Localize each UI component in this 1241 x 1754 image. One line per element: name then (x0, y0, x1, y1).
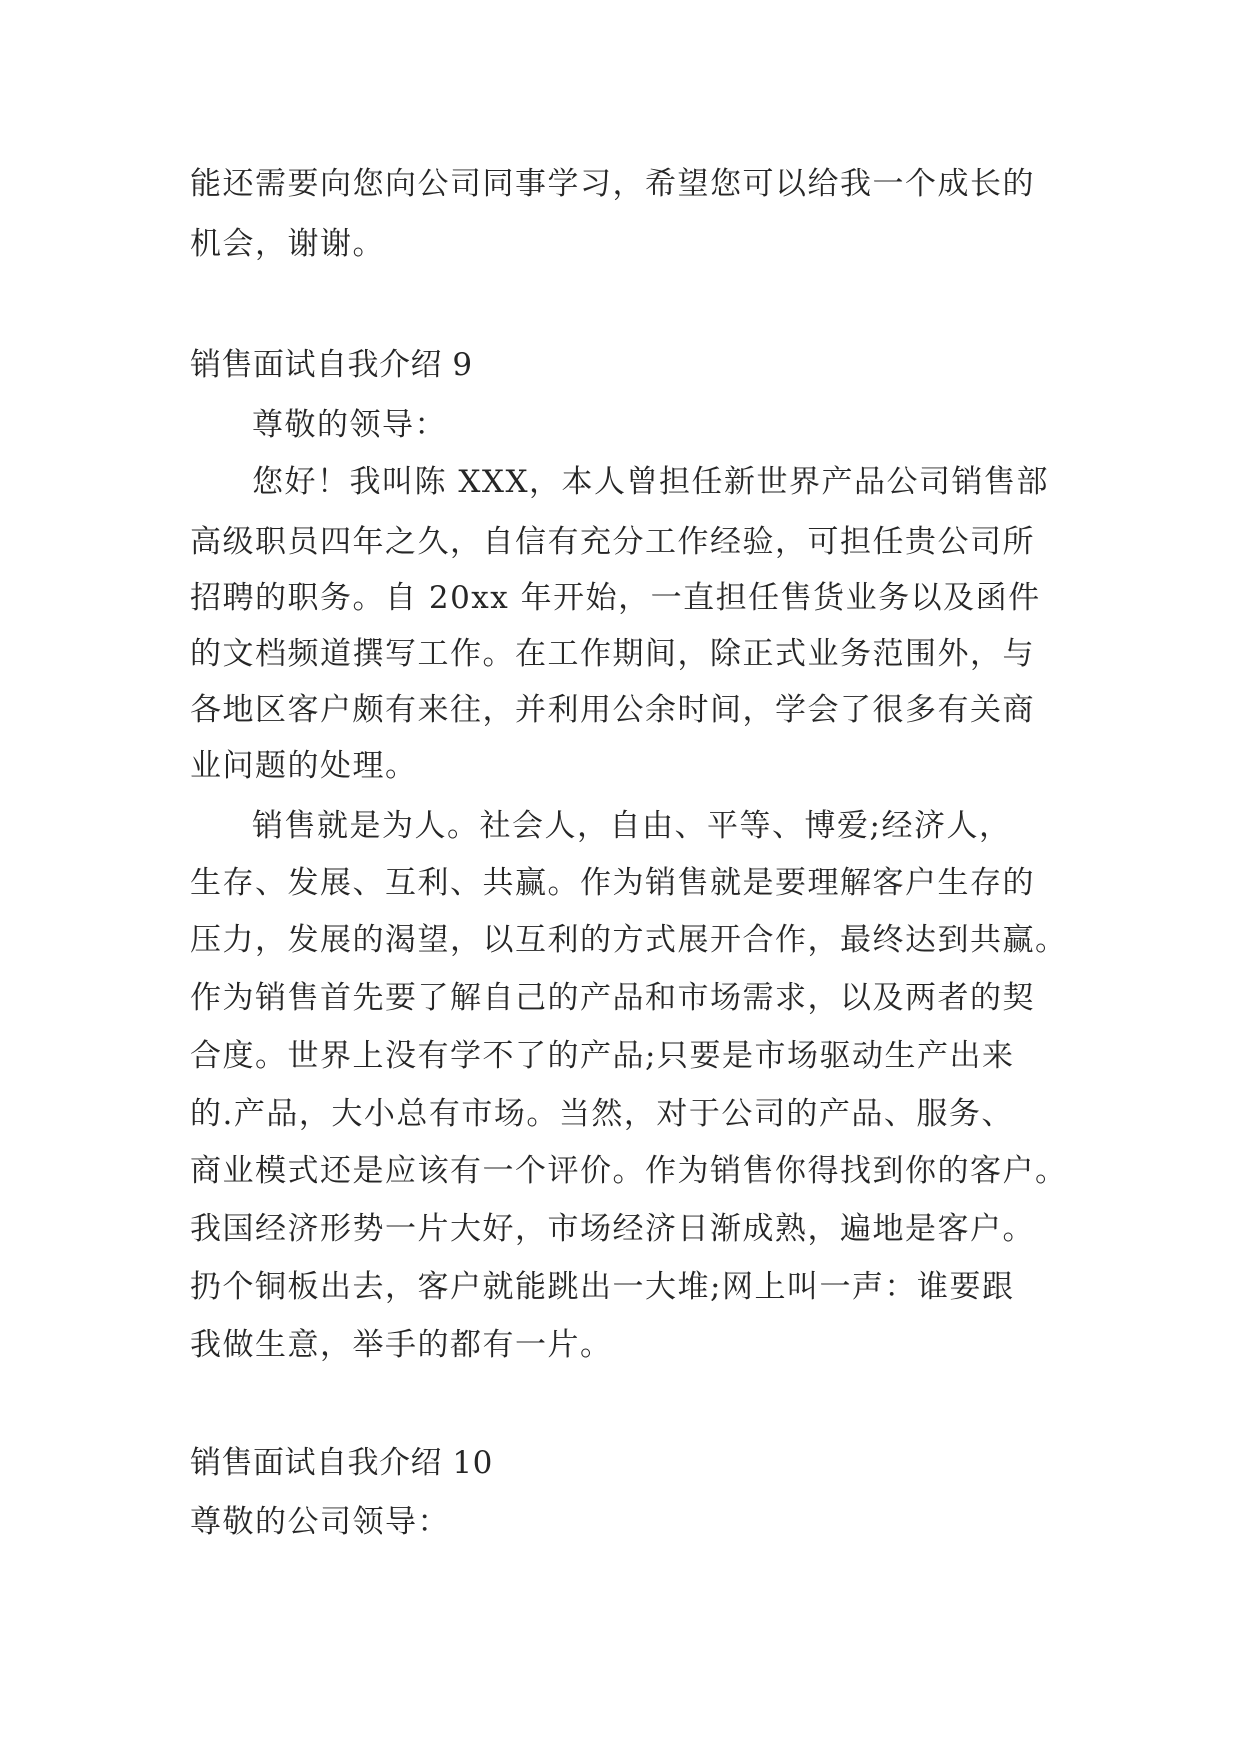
text-line: 我国经济形势一片大好，市场经济日渐成熟，遍地是客户。 (190, 1211, 1035, 1247)
text-line: 我做生意，举手的都有一片。 (190, 1327, 613, 1363)
text-line: 您好！我叫陈 XXX，本人曾担任新世界产品公司销售部 (252, 464, 1050, 500)
salutation: 尊敬的领导： (252, 407, 447, 443)
text-line: 高级职员四年之久，自信有充分工作经验，可担任贵公司所 (190, 524, 1035, 560)
text-line: 商业模式还是应该有一个评价。作为销售你得找到你的客户。 (190, 1153, 1068, 1189)
text-line: 业问题的处理。 (190, 748, 418, 784)
text-line: 的文档频道撰写工作。在工作期间，除正式业务范围外，与 (190, 636, 1035, 672)
salutation: 尊敬的公司领导： (190, 1504, 450, 1540)
text-line: 的.产品，大小总有市场。当然，对于公司的产品、服务、 (190, 1096, 1014, 1132)
text-line: 能还需要向您向公司同事学习，希望您可以给我一个成长的 (190, 166, 1035, 202)
text-line: 合度。世界上没有学不了的产品;只要是市场驱动生产出来 (190, 1038, 1015, 1074)
text-line: 招聘的职务。自 20xx 年开始，一直担任售货业务以及函件 (190, 580, 1041, 616)
text-line: 作为销售首先要了解自己的产品和市场需求，以及两者的契 (190, 980, 1035, 1016)
section-heading: 销售面试自我介绍 10 (190, 1445, 493, 1481)
text-line: 各地区客户颇有来往，并利用公余时间，学会了很多有关商 (190, 692, 1035, 728)
text-line: 压力，发展的渴望，以互利的方式展开合作，最终达到共赢。 (190, 922, 1068, 958)
text-line: 生存、发展、互利、共赢。作为销售就是要理解客户生存的 (190, 865, 1035, 901)
section-heading: 销售面试自我介绍 9 (190, 347, 473, 383)
text-line: 扔个铜板出去，客户就能跳出一大堆;网上叫一声：谁要跟 (190, 1269, 1015, 1305)
text-line: 机会，谢谢。 (190, 226, 385, 262)
text-line: 销售就是为人。社会人，自由、平等、博爱;经济人， (252, 808, 1012, 844)
